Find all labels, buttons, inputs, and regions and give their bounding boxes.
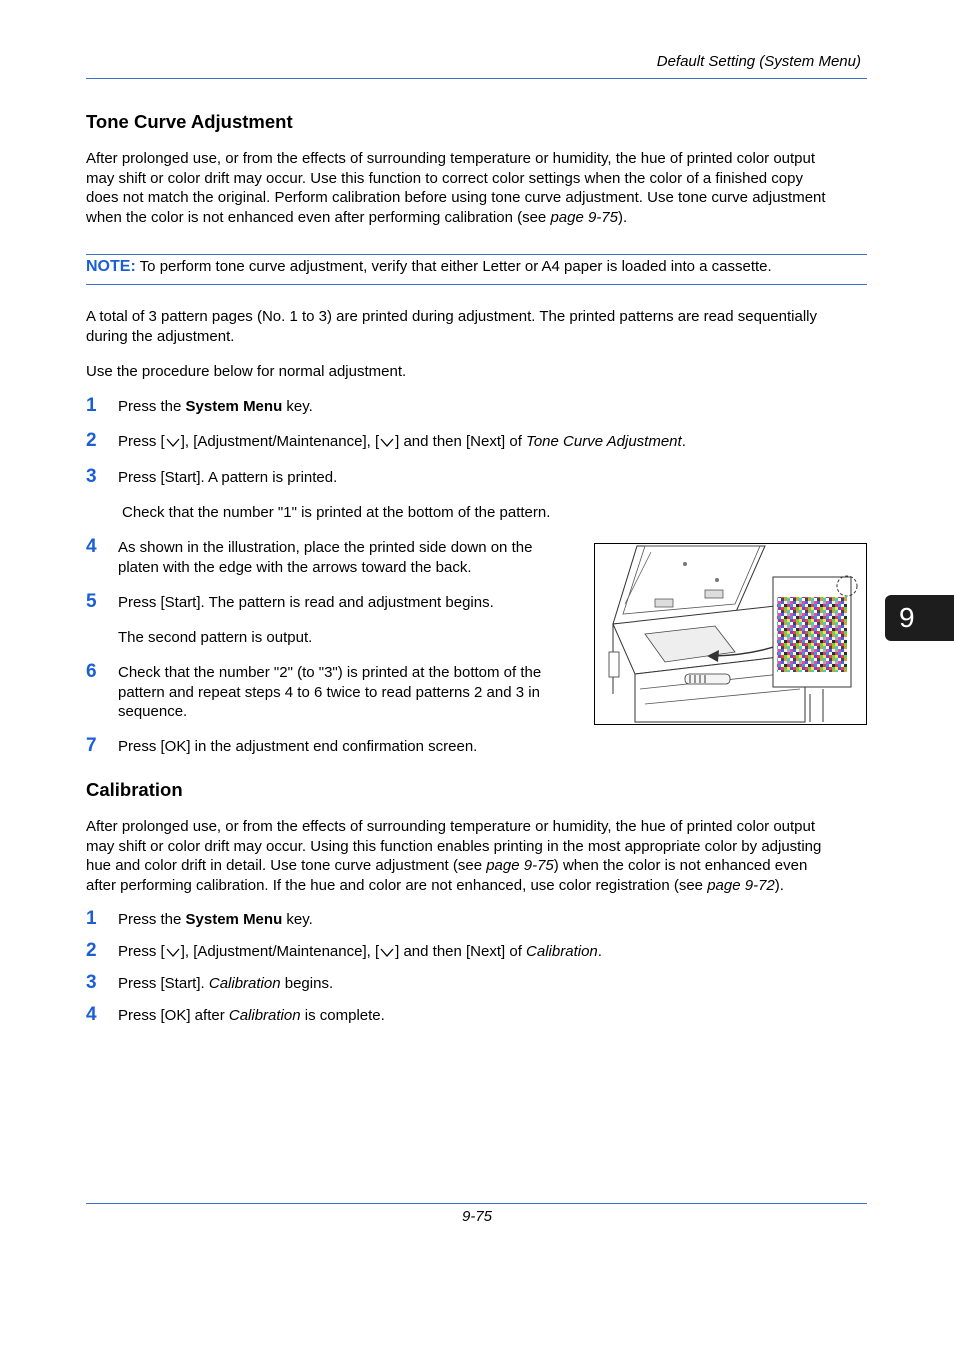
header-rule (86, 78, 867, 79)
step-number: 4 (86, 1004, 97, 1025)
tone-curve-intro (86, 149, 866, 227)
step-5-text: Press [Start]. The pattern is read and adjustment begins. (118, 594, 494, 611)
copier-drawing (595, 544, 866, 724)
step-text: key. (282, 398, 313, 415)
step-3-subtext: Check that the number "1" is printed at the bottom of the pattern. (122, 504, 551, 521)
note-top-rule (86, 254, 867, 255)
step-number: 7 (86, 735, 97, 756)
page-reference-link[interactable]: page 9-72 (707, 876, 775, 894)
step-text: key. (282, 911, 313, 928)
step-number: 2 (86, 430, 97, 451)
cal-step-3-text (118, 974, 333, 994)
step-text: ], [Adjustment/Maintenance], [ (180, 943, 380, 960)
calibration-intro (86, 817, 866, 895)
step-text: Press the (118, 398, 186, 415)
pattern-line-2: during the adjustment. (86, 327, 235, 345)
cal-step-2-text (118, 942, 602, 962)
step-4-line-2: platen with the edge with the arrows toward the back. (118, 558, 472, 576)
note-bottom-rule (86, 284, 867, 285)
calibration-line-3-text: hue and color drift in detail. Use tone curve adjustment (see (86, 857, 487, 874)
calibration-line-4-text: after performing calibration. If the hue and color are not enhanced, use color registration (see (86, 876, 708, 894)
note-label: NOTE: (86, 258, 136, 275)
calibration-line-3 (86, 856, 866, 876)
step-text: . (681, 433, 686, 450)
step-text: is complete. (300, 1007, 385, 1024)
intro-line-4 (86, 208, 866, 228)
step-number: 2 (86, 940, 97, 961)
color-pattern (777, 597, 847, 672)
step-text: Press the (118, 911, 186, 928)
step-6-line-1: Check that the number "2" (to "3") is printed at the bottom of the (118, 664, 542, 681)
calibration-line-1: After prolonged use, or from the effects of surrounding temperature or humidity, the hue of printed color output (86, 818, 816, 835)
step-3-text: Press [Start]. A pattern is printed. (118, 469, 338, 486)
intro-line-4-text: when the color is not enhanced even after performing calibration (see (86, 208, 551, 226)
page-reference-link[interactable]: page 9-75 (550, 208, 618, 226)
menu-item-name: Tone Curve Adjustment (526, 433, 682, 450)
pattern-line-1: A total of 3 pattern pages (No. 1 to 3) are printed during adjustment. The printed patterns are read sequentially (86, 308, 818, 325)
step-text-italic: Calibration (208, 975, 281, 992)
tone-curve-heading: Tone Curve Adjustment (86, 111, 293, 132)
step-number: 6 (86, 661, 97, 682)
step-text-italic: Calibration (228, 1007, 301, 1024)
step-4-line-1: As shown in the illustration, place the printed side down on the (118, 539, 533, 556)
menu-item-name: Calibration (526, 943, 598, 960)
step-number: 3 (86, 466, 97, 487)
step-5-subtext: The second pattern is output. (118, 629, 313, 646)
chapter-tab: 9 (885, 595, 954, 641)
page-reference-link[interactable]: page 9-75 (486, 857, 554, 874)
chevron-down-icon (165, 436, 181, 448)
step-4-text (118, 538, 532, 577)
footer-rule (86, 1203, 867, 1204)
step-text: . (597, 943, 602, 960)
system-menu-key: System Menu (185, 398, 283, 415)
calibration-line-2: may shift or color drift may occur. Using this function enables printing in the most appropriate color by adjusting (86, 837, 822, 855)
note-text: To perform tone curve adjustment, verify that either Letter or A4 paper is loaded into a cassette. (135, 258, 772, 275)
page-number: 9-75 (461, 1208, 493, 1225)
intro-line-2: may shift or color drift may occur. Use this function to correct color settings when the color of a finished copy (86, 169, 803, 187)
step-text: Press [ (118, 943, 165, 960)
cal-step-4-text (118, 1006, 385, 1026)
note-box (86, 258, 866, 276)
step-1-text (118, 397, 313, 417)
step-7-text: Press [OK] in the adjustment end confirmation screen. (118, 738, 478, 755)
step-6-text (118, 663, 541, 722)
step-text: begins. (280, 975, 334, 992)
intro-line-1: After prolonged use, or from the effects of surrounding temperature or humidity, the hue of printed color output (86, 150, 816, 167)
step-text: Press [Start]. (118, 975, 209, 992)
step-number: 4 (86, 536, 97, 557)
system-menu-key: System Menu (185, 911, 283, 928)
step-2-text (118, 432, 686, 452)
copier-illustration (594, 543, 867, 725)
pattern-paragraph (86, 307, 866, 346)
calibration-line-4 (86, 876, 866, 896)
calibration-heading: Calibration (86, 779, 183, 800)
running-header: Default Setting (System Menu) (656, 53, 861, 70)
step-number: 1 (86, 908, 97, 929)
step-6-line-3: sequence. (118, 703, 188, 720)
step-text: Press [OK] after (118, 1007, 229, 1024)
step-number: 5 (86, 591, 97, 612)
step-text: ] and then [Next] of (395, 943, 527, 960)
chevron-down-icon (379, 946, 395, 958)
step-text: ], [Adjustment/Maintenance], [ (180, 433, 380, 450)
intro-line-3: does not match the original. Perform calibration before using tone curve adjustment. Use tone curve adjustment (86, 189, 826, 206)
chevron-down-icon (165, 946, 181, 958)
step-number: 1 (86, 395, 97, 416)
step-6-line-2: pattern and repeat steps 4 to 6 twice to read patterns 2 and 3 in (118, 683, 540, 701)
calibration-line-4-end: ). (774, 876, 784, 894)
step-number: 3 (86, 972, 97, 993)
chevron-down-icon (379, 436, 395, 448)
step-text: ] and then [Next] of (395, 433, 527, 450)
procedure-intro: Use the procedure below for normal adjustment. (86, 363, 407, 380)
step-text: Press [ (118, 433, 165, 450)
intro-line-4-end: ). (618, 208, 628, 226)
cal-step-1-text (118, 910, 313, 930)
calibration-line-3-end: ) when the color is not enhanced even (553, 857, 808, 874)
